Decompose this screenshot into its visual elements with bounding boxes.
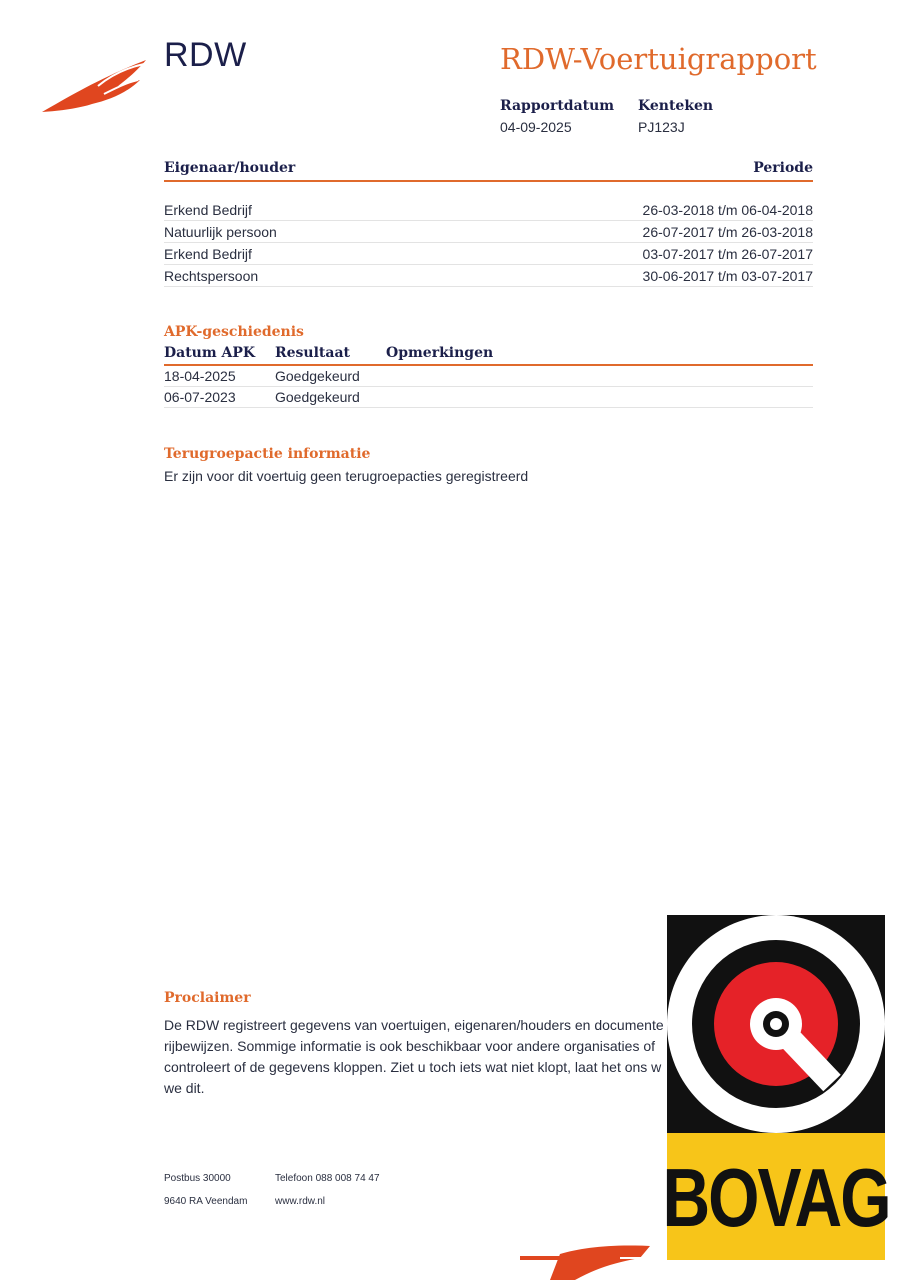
footer-po-box: Postbus 30000	[164, 1173, 231, 1184]
footer-phone: Telefoon 088 008 74 47	[275, 1173, 380, 1184]
recall-title: Terugroepactie informatie	[164, 446, 371, 462]
bovag-label: BOVAG	[662, 1150, 890, 1243]
table-row	[164, 244, 813, 265]
apk-remarks-header: Opmerkingen	[386, 345, 494, 361]
owner-cell: Erkend Bedrijf	[164, 246, 252, 262]
proclaimer-text	[164, 1015, 684, 1099]
table-row	[164, 200, 813, 221]
proclaimer-line: rijbewijzen. Sommige informatie is ook beschikbaar voor andere organisaties of	[164, 1038, 656, 1054]
apk-date-cell: 06-07-2023	[164, 389, 236, 405]
footer-web-link[interactable]: www.rdw.nl	[275, 1196, 326, 1207]
footer-postal: 9640 RA Veendam	[164, 1196, 248, 1207]
table-row	[164, 222, 813, 243]
period-cell: 03-07-2017 t/m 26-07-2017	[642, 246, 813, 262]
brand-name: RDW	[164, 36, 247, 74]
proclaimer-title: Proclaimer	[164, 990, 251, 1006]
apk-result-cell: Goedgekeurd	[275, 368, 360, 384]
apk-date-header: Datum APK	[164, 345, 256, 361]
table-row	[164, 266, 813, 287]
period-cell: 26-03-2018 t/m 06-04-2018	[642, 202, 813, 218]
owner-column-header: Eigenaar/houder	[164, 160, 296, 176]
apk-date-cell: 18-04-2025	[164, 368, 236, 384]
plate-label: Kenteken	[638, 98, 714, 114]
plate-value: PJ123J	[638, 119, 685, 135]
rdw-logo-icon	[40, 56, 150, 116]
proclaimer-line: controleert of de gegevens kloppen. Ziet u toch iets wat niet klopt, laat het ons w	[164, 1059, 662, 1075]
table-row	[164, 387, 813, 408]
table-row	[164, 366, 813, 387]
owner-cell: Erkend Bedrijf	[164, 202, 252, 218]
period-cell: 30-06-2017 t/m 03-07-2017	[642, 268, 813, 284]
period-cell: 26-07-2017 t/m 26-03-2018	[642, 224, 813, 240]
apk-result-cell: Goedgekeurd	[275, 389, 360, 405]
rdw-footer-mark-icon	[520, 1240, 655, 1280]
apk-remarks-cell	[386, 366, 813, 386]
apk-table-header	[164, 343, 813, 366]
apk-title: APK-geschiedenis	[164, 324, 304, 340]
report-date-label: Rapportdatum	[500, 98, 615, 114]
proclaimer-line: we dit.	[164, 1080, 205, 1096]
report-date-value: 04-09-2025	[500, 119, 572, 135]
owner-table-header	[164, 158, 813, 182]
apk-section	[164, 323, 813, 408]
owner-cell: Natuurlijk persoon	[164, 224, 277, 240]
recall-text: Er zijn voor dit voertuig geen terugroepacties geregistreerd	[164, 468, 529, 484]
owner-cell: Rechtspersoon	[164, 268, 259, 284]
apk-remarks-cell	[386, 387, 813, 407]
proclaimer-section	[164, 989, 684, 1099]
proclaimer-line: De RDW registreert gegevens van voertuigen, eigenaren/houders en documente	[164, 1017, 664, 1033]
report-title: RDW-Voertuigrapport	[500, 42, 817, 76]
period-column-header: Periode	[753, 160, 813, 176]
recall-section	[164, 445, 813, 486]
owner-table	[164, 158, 813, 287]
apk-result-header: Resultaat	[275, 345, 350, 361]
